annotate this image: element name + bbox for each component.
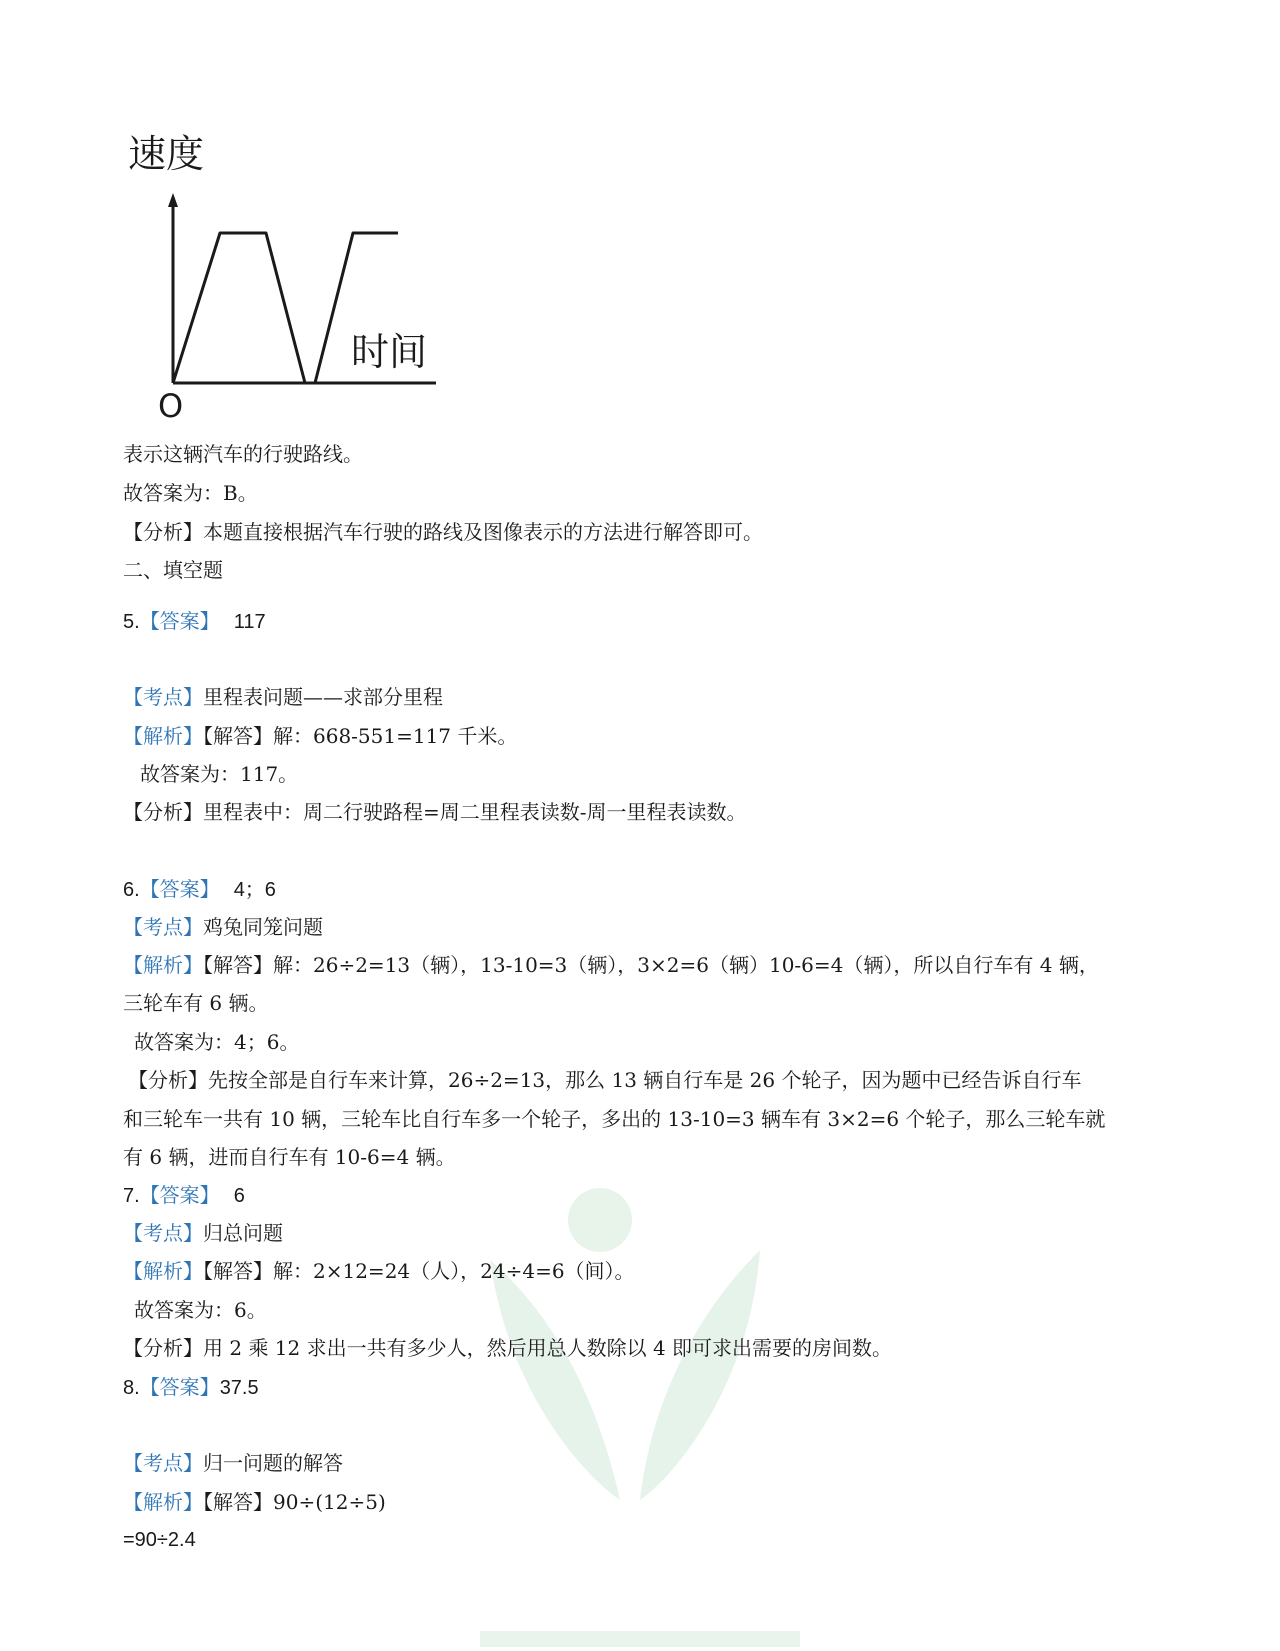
q6-kaodian-tag: 【考点】 (123, 915, 203, 939)
q5-fenxi: 【分析】里程表中：周二行驶路程=周二里程表读数-周一里程表读数。 (123, 800, 747, 824)
q7-fenxi: 【分析】用 2 乘 12 求出一共有多少人，然后用总人数除以 4 即可求出需要的房间数。 (123, 1336, 893, 1360)
q5-answer-value: 117 (233, 611, 266, 633)
q6-final-answer: 故答案为：4；6。 (134, 1030, 300, 1054)
q6-jiexi-text: 【解答】解：26÷2=13（辆），13-10=3（辆），3×2=6（辆）10-6=4（辆），所以自行车有 4 辆， (203, 953, 1099, 977)
q6-kaodian (123, 913, 323, 941)
q6-answer-line (123, 875, 276, 904)
q5-kaodian (123, 683, 443, 711)
q6-jiexi-continued: 三轮车有 6 辆。 (123, 991, 269, 1015)
q7-number: 7. (123, 1185, 140, 1207)
speed-time-graph (118, 125, 478, 445)
q7-jiexi-tag: 【解析】 (123, 1259, 203, 1283)
q5-answer-tag: 【答案】 (139, 609, 220, 633)
q7-kaodian-tag: 【考点】 (123, 1221, 203, 1245)
q6-jiexi (123, 951, 1099, 979)
q5-jiexi (123, 722, 517, 750)
q8-kaodian (123, 1449, 343, 1477)
q7-jiexi-text: 【解答】解：2×12=24（人），24÷4=6（间）。 (203, 1259, 635, 1283)
q8-kaodian-text: 归一问题的解答 (203, 1451, 343, 1475)
q7-kaodian (123, 1219, 283, 1247)
watermark-strip (480, 1625, 800, 1647)
q7-answer-tag: 【答案】 (139, 1183, 220, 1207)
section-title: 二、填空题 (123, 558, 223, 582)
q8-jiexi (123, 1488, 386, 1516)
q5-final-answer: 故答案为：117。 (140, 762, 299, 786)
q5-jiexi-text: 【解答】解：668-551=117 千米。 (203, 724, 518, 748)
q6-answer-value: 4；6 (233, 879, 276, 901)
graph-caption: 表示这辆汽车的行驶路线。 (123, 442, 363, 466)
graph-x-label: 时间 (351, 330, 428, 374)
q6-number: 6. (123, 879, 140, 901)
analysis-line: 【分析】本题直接根据汽车行驶的路线及图像表示的方法进行解答即可。 (123, 520, 763, 544)
q5-number: 5. (123, 611, 140, 633)
q8-step-1: =90÷2.4 (123, 1529, 196, 1551)
q5-jiexi-tag: 【解析】 (123, 724, 203, 748)
q8-number: 8. (123, 1377, 140, 1399)
q7-answer-line (123, 1181, 245, 1210)
q6-fenxi-line-3: 有 6 辆，进而自行车有 10-6=4 辆。 (123, 1145, 456, 1169)
q5-kaodian-tag: 【考点】 (123, 685, 203, 709)
y-axis-arrow (168, 193, 178, 207)
graph-y-label: 速度 (128, 132, 205, 176)
q8-answer-tag: 【答案】 (139, 1375, 220, 1399)
q7-final-answer: 故答案为：6。 (134, 1298, 267, 1322)
q5-answer-line (123, 607, 266, 636)
q8-answer-value: 37.5 (219, 1377, 259, 1399)
q6-jiexi-tag: 【解析】 (123, 953, 203, 977)
q8-jiexi-tag: 【解析】 (123, 1490, 203, 1514)
q6-fenxi-line-1: 【分析】先按全部是自行车来计算，26÷2=13，那么 13 辆自行车是 26 个轮子，因为题中已经告诉自行车 (128, 1068, 1082, 1092)
q6-kaodian-text: 鸡兔同笼问题 (203, 915, 323, 939)
q8-kaodian-tag: 【考点】 (123, 1451, 203, 1475)
q6-answer-tag: 【答案】 (139, 877, 220, 901)
q8-answer-line (123, 1373, 259, 1402)
q5-kaodian-text: 里程表问题——求部分里程 (203, 685, 443, 709)
q6-fenxi-line-2: 和三轮车一共有 10 辆，三轮车比自行车多一个轮子，多出的 13-10=3 辆车有 3×2=6 个轮子，那么三轮车就 (123, 1107, 1106, 1131)
q7-kaodian-text: 归总问题 (203, 1221, 283, 1245)
q8-jiexi-text: 【解答】90÷(12÷5) (203, 1490, 386, 1514)
q7-jiexi (123, 1257, 635, 1285)
answer-line: 故答案为：B。 (123, 481, 258, 505)
q7-answer-value: 6 (233, 1185, 245, 1207)
graph-origin-label: O (158, 387, 184, 425)
